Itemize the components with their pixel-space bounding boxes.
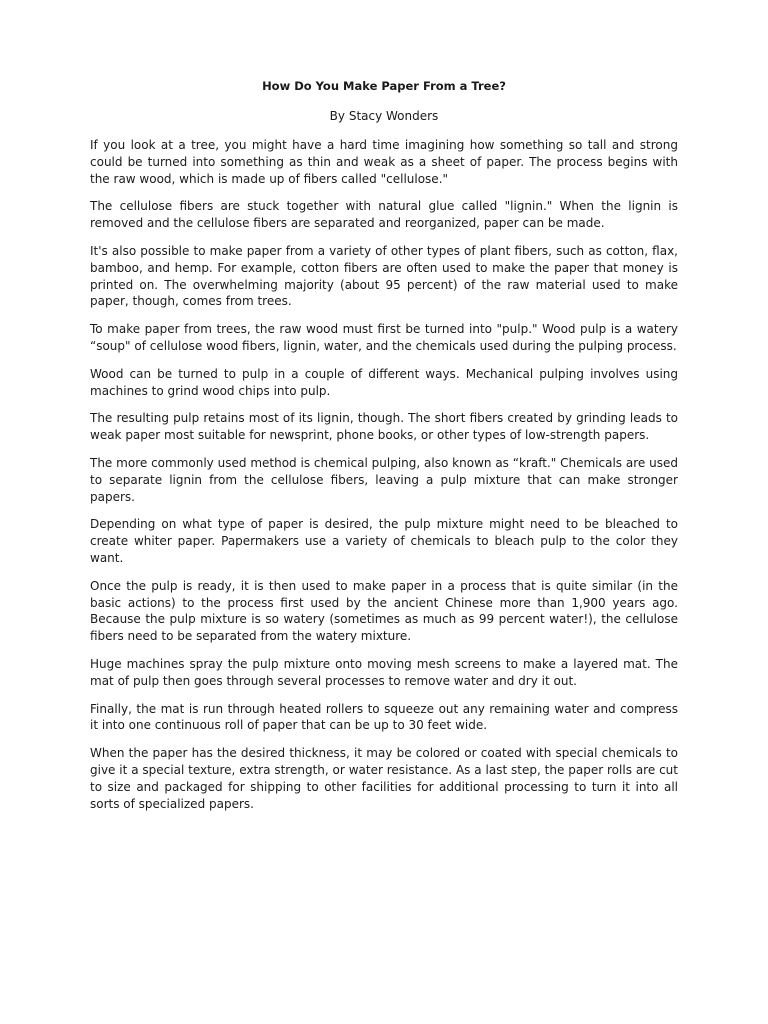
- paragraph-10: Huge machines spray the pulp mixture onto moving mesh screens to make a layered mat. The mat of pulp then goes through several processes to remove water and dry it out.: [90, 656, 678, 688]
- paragraph-8: Depending on what type of paper is desired, the pulp mixture might need to be bleached to create whiter paper. Papermakers use a variety of chemicals to bleach pulp to the color they want.: [90, 517, 678, 565]
- paragraph-11: Finally, the mat is run through heated rollers to squeeze out any remaining water and compress it into one continuous roll of paper that can be up to 30 feet wide.: [90, 701, 678, 733]
- document-byline: By Stacy Wonders: [329, 109, 439, 123]
- paragraph-12: When the paper has the desired thickness, it may be colored or coated with special chemicals to give it a special texture, extra strength, or water resistance. As a last step, the paper rolls are cut to size and packaged for shipping to other facilities for additional processing to turn it into all sorts of specialized papers.: [90, 746, 678, 811]
- paragraph-7: The more commonly used method is chemical pulping, also known as “kraft." Chemicals are used to separate lignin from the cellulose fibers, leaving a pulp mixture that can make stronger papers.: [90, 455, 678, 504]
- paragraph-3: It's also possible to make paper from a variety of other types of plant fibers, such as cotton, flax, bamboo, and hemp. For example, cotton fibers are often used to make the paper that money is printed on. The overwhelming majority (about 95 percent) of the raw material used to make paper, though, comes from trees.: [90, 243, 678, 309]
- document-page: [90, 78, 678, 823]
- paragraph-1: If you look at a tree, you might have a hard time imagining how something so tall and strong could be turned into something as thin and weak as a sheet of paper. The process begins with the raw wood, which is made up of fibers called "cellulose.": [90, 138, 678, 186]
- paragraph-2: The cellulose fibers are stuck together with natural glue called "lignin." When the lignin is removed and the cellulose fibers are separated and reorganized, paper can be made.: [90, 199, 678, 231]
- document-title: How Do You Make Paper From a Tree?: [262, 79, 506, 93]
- paragraph-9: Once the pulp is ready, it is then used to make paper in a process that is quite similar (in the basic actions) to the process first used by the ancient Chinese more than 1,900 years ago. Because the pulp mixture is so watery (sometimes as much as 99 percent water!), the cellulose fibers need to be separated from the watery mixture.: [90, 578, 678, 644]
- paragraph-6: The resulting pulp retains most of its lignin, though. The short fibers created by grinding leads to weak paper most suitable for newsprint, phone books, or other types of low-strength papers.: [90, 411, 678, 443]
- paragraph-5: Wood can be turned to pulp in a couple of different ways. Mechanical pulping involves using machines to grind wood chips into pulp.: [90, 366, 678, 398]
- paragraph-4: To make paper from trees, the raw wood must first be turned into "pulp." Wood pulp is a watery “soup" of cellulose wood fibers, lignin, water, and the chemicals used during the pulping process.: [90, 322, 678, 353]
